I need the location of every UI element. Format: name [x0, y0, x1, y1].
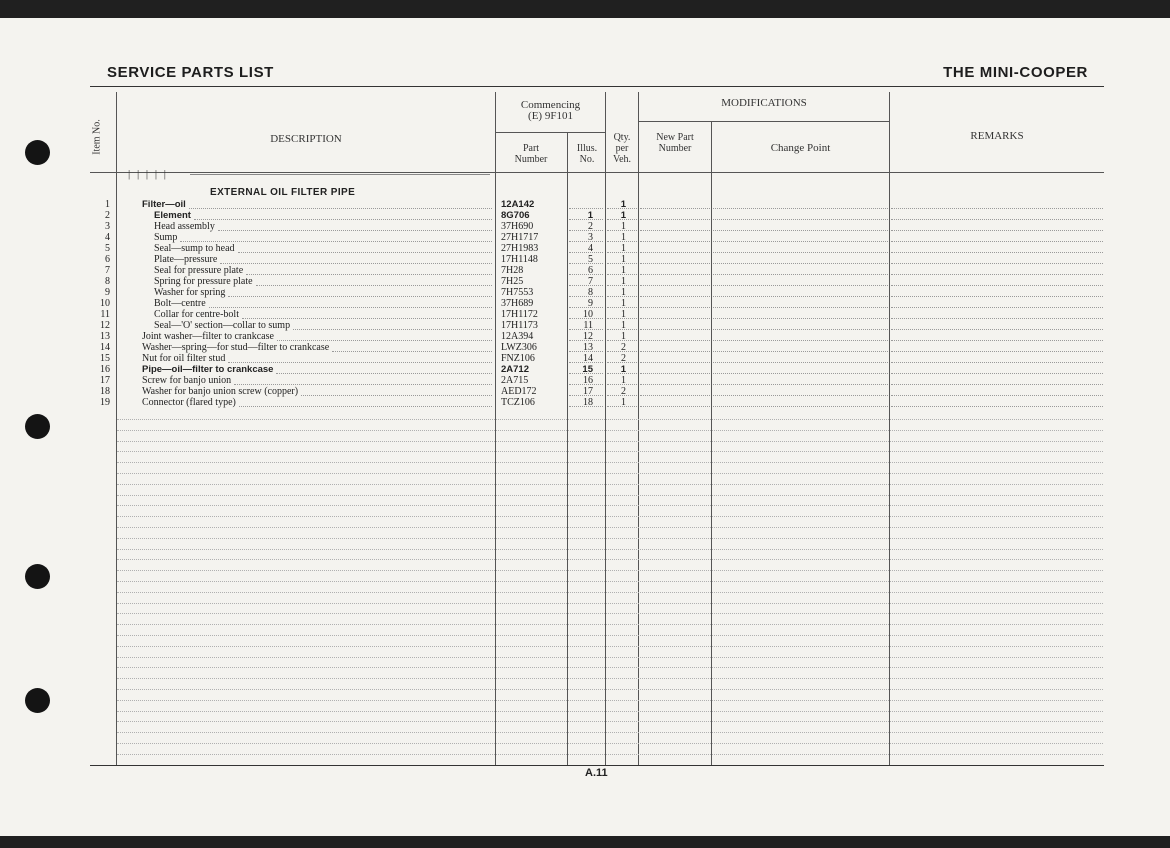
leader-dots	[239, 406, 492, 407]
leader-dots	[228, 362, 492, 363]
leader-dots	[569, 219, 603, 220]
ruled-line	[117, 559, 1103, 560]
modifications-header: MODIFICATIONS	[721, 97, 807, 109]
illus-number: 14	[583, 353, 593, 364]
illus-number: 6	[588, 265, 593, 276]
leader-dots	[607, 329, 637, 330]
illus-number: 1	[587, 210, 593, 221]
leader-dots	[607, 362, 637, 363]
leader-dots	[277, 340, 492, 341]
part-number: 17H1173	[501, 320, 538, 331]
leader-dots	[640, 362, 710, 363]
header-top-rule	[90, 86, 1104, 87]
illus-number: 7	[588, 276, 593, 287]
part-description: Filter—oil	[142, 199, 186, 210]
ruled-line	[117, 505, 1103, 506]
leader-dots	[301, 395, 492, 396]
part-description: Screw for banjo union	[142, 375, 232, 386]
header-bottom-rule	[90, 172, 1104, 173]
leader-dots	[713, 384, 888, 385]
leader-dots	[891, 340, 1103, 341]
leader-dots	[218, 230, 492, 231]
ruled-line	[117, 689, 1103, 690]
illus-number: 8	[588, 287, 593, 298]
leader-dots	[640, 219, 710, 220]
indent-level-marks: | | | | |	[128, 168, 169, 180]
item-number: 9	[105, 287, 110, 298]
leader-dots	[640, 307, 710, 308]
part-number: 17H1172	[501, 309, 538, 320]
leader-dots	[891, 373, 1103, 374]
leader-dots	[713, 307, 888, 308]
leader-dots	[713, 263, 888, 264]
part-number: 27H1717	[501, 232, 539, 243]
leader-dots	[713, 285, 888, 286]
leader-dots	[607, 285, 637, 286]
page-title: SERVICE PARTS LIST	[107, 64, 274, 81]
leader-dots	[891, 384, 1103, 385]
binder-hole	[25, 688, 50, 713]
leader-dots	[713, 230, 888, 231]
table-row	[0, 243, 1104, 254]
illus-number: 9	[588, 298, 593, 309]
table-row	[0, 309, 1104, 320]
leader-dots	[607, 230, 637, 231]
quantity: 1	[621, 232, 626, 243]
part-number: 37H690	[501, 221, 534, 232]
indent-guide-rule	[190, 174, 490, 175]
leader-dots	[238, 252, 492, 253]
leader-dots	[246, 274, 492, 275]
leader-dots	[640, 296, 710, 297]
quantity: 1	[621, 397, 626, 408]
leader-dots	[569, 351, 603, 352]
item-number: 11	[100, 309, 110, 320]
ruled-line	[117, 473, 1103, 474]
quantity: 1	[621, 320, 626, 331]
leader-dots	[713, 395, 888, 396]
leader-dots	[891, 296, 1103, 297]
part-description: Bolt—centre	[154, 298, 206, 309]
leader-dots	[607, 263, 637, 264]
leader-dots	[607, 252, 637, 253]
part-description: Spring for pressure plate	[154, 276, 253, 287]
leader-dots	[607, 274, 637, 275]
quantity: 1	[620, 364, 626, 375]
part-description: Element	[154, 210, 191, 221]
quantity: 2	[621, 353, 626, 364]
leader-dots	[607, 384, 637, 385]
leader-dots	[256, 285, 492, 286]
remarks-header: REMARKS	[970, 130, 1024, 142]
leader-dots	[569, 318, 603, 319]
leader-dots	[569, 208, 603, 209]
ruled-line	[117, 484, 1103, 485]
leader-dots	[569, 263, 603, 264]
leader-dots	[607, 406, 637, 407]
ruled-line	[117, 527, 1103, 528]
leader-dots	[607, 307, 637, 308]
illus-number: 11	[583, 320, 593, 331]
leader-dots	[607, 318, 637, 319]
leader-dots	[713, 274, 888, 275]
page-number: A.11	[585, 767, 608, 779]
leader-dots	[180, 241, 492, 242]
binder-hole	[25, 140, 50, 165]
leader-dots	[891, 230, 1103, 231]
part-number: 12A394	[501, 331, 534, 342]
description-header: DESCRIPTION	[270, 133, 342, 145]
item-number: 4	[105, 232, 110, 243]
ruled-line	[117, 419, 1103, 420]
table-row	[0, 320, 1104, 331]
quantity: 1	[621, 265, 626, 276]
ruled-line	[117, 613, 1103, 614]
illus-no-header: Illus. No.	[576, 143, 598, 165]
leader-dots	[640, 263, 710, 264]
leader-dots	[569, 252, 603, 253]
leader-dots	[891, 274, 1103, 275]
leader-dots	[569, 384, 603, 385]
illus-number: 13	[583, 342, 593, 353]
item-no-header: Item No.	[91, 119, 103, 155]
part-description: Washer—spring—for stud—filter to crankcase	[142, 342, 330, 353]
model-title: THE MINI-COOPER	[943, 64, 1088, 81]
column-divider	[495, 92, 496, 765]
quantity: 1	[621, 309, 626, 320]
part-number: 37H689	[501, 298, 534, 309]
illus-number: 3	[588, 232, 593, 243]
quantity: 1	[621, 221, 626, 232]
leader-dots	[891, 252, 1103, 253]
table-row	[0, 199, 1104, 210]
item-number: 5	[105, 243, 110, 254]
leader-dots	[640, 230, 710, 231]
leader-dots	[607, 241, 637, 242]
ruled-line	[117, 678, 1103, 679]
modifications-rule	[639, 121, 889, 122]
leader-dots	[209, 307, 492, 308]
leader-dots	[713, 318, 888, 319]
leader-dots	[607, 219, 637, 220]
ruled-line	[117, 711, 1103, 712]
ruled-line	[117, 667, 1103, 668]
column-divider	[889, 92, 890, 765]
part-number: 12A142	[501, 199, 535, 210]
part-description: Joint washer—filter to crankcase	[142, 331, 274, 342]
table-row	[0, 353, 1104, 364]
part-number: 2A712	[501, 364, 529, 375]
group-title: EXTERNAL OIL FILTER PIPE	[210, 187, 356, 198]
item-number: 16	[100, 364, 110, 375]
leader-dots	[228, 296, 492, 297]
leader-dots	[891, 406, 1103, 407]
leader-dots	[293, 329, 492, 330]
leader-dots	[276, 373, 492, 374]
leader-dots	[234, 384, 492, 385]
ruled-line	[117, 603, 1103, 604]
table-row	[0, 210, 1104, 221]
ruled-line	[117, 743, 1103, 744]
leader-dots	[569, 296, 603, 297]
leader-dots	[569, 307, 603, 308]
part-number: TCZ106	[501, 397, 535, 408]
leader-dots	[891, 219, 1103, 220]
binder-hole	[25, 414, 50, 439]
item-number: 10	[100, 298, 110, 309]
part-number: 7H25	[501, 276, 524, 287]
part-description: Sump	[154, 232, 178, 243]
item-number: 13	[100, 331, 110, 342]
leader-dots	[891, 263, 1103, 264]
illus-number: 15	[582, 364, 593, 375]
part-description: Washer for banjo union screw (copper)	[142, 386, 299, 397]
leader-dots	[640, 351, 710, 352]
part-number: 17H1148	[501, 254, 538, 265]
illus-number: 12	[583, 331, 593, 342]
table-row	[0, 232, 1104, 243]
leader-dots	[607, 395, 637, 396]
leader-dots	[891, 351, 1103, 352]
quantity: 1	[621, 243, 626, 254]
leader-dots	[891, 307, 1103, 308]
quantity: 1	[621, 287, 626, 298]
item-number: 12	[100, 320, 110, 331]
leader-dots	[640, 318, 710, 319]
part-description: Connector (flared type)	[142, 397, 236, 408]
table-row	[0, 254, 1104, 265]
ruled-line	[117, 495, 1103, 496]
part-description: Seal for pressure plate	[154, 265, 244, 276]
leader-dots	[640, 274, 710, 275]
part-number: 27H1983	[501, 243, 539, 254]
part-number: 2A715	[501, 375, 529, 386]
table-row	[0, 364, 1104, 375]
part-description: Head assembly	[154, 221, 215, 232]
leader-dots	[713, 406, 888, 407]
illus-number: 5	[588, 254, 593, 265]
leader-dots	[569, 329, 603, 330]
table-row	[0, 331, 1104, 342]
part-number: AED172	[501, 386, 537, 397]
binder-hole	[25, 564, 50, 589]
leader-dots	[607, 373, 637, 374]
quantity: 2	[621, 386, 626, 397]
table-row	[0, 221, 1104, 232]
leader-dots	[640, 329, 710, 330]
part-number: LWZ306	[501, 342, 537, 353]
item-number: 7	[105, 265, 110, 276]
illus-number: 4	[588, 243, 593, 254]
column-divider	[116, 92, 117, 765]
leader-dots	[607, 351, 637, 352]
leader-dots	[713, 329, 888, 330]
ruled-line	[117, 570, 1103, 571]
leader-dots	[569, 230, 603, 231]
ruled-line	[117, 732, 1103, 733]
leader-dots	[242, 318, 492, 319]
column-divider	[638, 92, 639, 765]
part-description: Pipe—oil—filter to crankcase	[142, 364, 274, 375]
table-row	[0, 298, 1104, 309]
part-description: Seal—'O' section—collar to sump	[154, 320, 291, 331]
column-divider	[605, 92, 606, 765]
item-number: 17	[100, 375, 110, 386]
commencing-header: Commencing	[520, 99, 581, 111]
leader-dots	[640, 340, 710, 341]
quantity: 1	[621, 254, 626, 265]
table-row	[0, 397, 1104, 408]
ruled-line	[117, 538, 1103, 539]
leader-dots	[640, 395, 710, 396]
illus-number: 10	[583, 309, 593, 320]
leader-dots	[569, 285, 603, 286]
quantity: 1	[620, 199, 626, 210]
item-number: 8	[105, 276, 110, 287]
commencing-rule	[496, 132, 606, 133]
leader-dots	[713, 296, 888, 297]
part-description: Washer for spring	[154, 287, 226, 298]
leader-dots	[607, 296, 637, 297]
illus-number: 18	[583, 397, 593, 408]
illus-number: 2	[588, 221, 593, 232]
quantity: 1	[621, 331, 626, 342]
leader-dots	[891, 329, 1103, 330]
leader-dots	[194, 219, 492, 220]
leader-dots	[713, 208, 888, 209]
item-number: 19	[100, 397, 110, 408]
ruled-line	[117, 451, 1103, 452]
leader-dots	[569, 241, 603, 242]
leader-dots	[640, 406, 710, 407]
part-number: FNZ106	[501, 353, 535, 364]
ruled-line	[117, 635, 1103, 636]
leader-dots	[891, 318, 1103, 319]
part-number-header: Part Number	[514, 143, 548, 165]
part-number: 8G706	[501, 210, 530, 221]
leader-dots	[569, 274, 603, 275]
ruled-line	[117, 721, 1103, 722]
table-row	[0, 375, 1104, 386]
table-row	[0, 287, 1104, 298]
part-description: Collar for centre-bolt	[154, 309, 239, 320]
leader-dots	[607, 208, 637, 209]
item-number: 6	[105, 254, 110, 265]
table-row	[0, 386, 1104, 397]
illus-number: 17	[583, 386, 593, 397]
leader-dots	[713, 362, 888, 363]
quantity: 1	[621, 276, 626, 287]
leader-dots	[891, 285, 1103, 286]
ruled-line	[117, 430, 1103, 431]
leader-dots	[332, 351, 492, 352]
item-number: 14	[100, 342, 110, 353]
item-number: 2	[105, 210, 110, 221]
ruled-line	[117, 516, 1103, 517]
ruled-line	[117, 549, 1103, 550]
part-description: Seal—sump to head	[154, 243, 235, 254]
leader-dots	[640, 252, 710, 253]
item-number: 1	[105, 199, 110, 210]
ruled-line	[117, 657, 1103, 658]
leader-dots	[713, 340, 888, 341]
leader-dots	[891, 241, 1103, 242]
table-row	[0, 265, 1104, 276]
ruled-line	[117, 700, 1103, 701]
ruled-line	[117, 581, 1103, 582]
leader-dots	[891, 208, 1103, 209]
leader-dots	[569, 362, 603, 363]
quantity: 1	[620, 210, 626, 221]
item-number: 15	[100, 353, 110, 364]
table-bottom-rule	[90, 765, 1104, 766]
ruled-line	[117, 462, 1103, 463]
item-number: 18	[100, 386, 110, 397]
leader-dots	[891, 362, 1103, 363]
part-number: 7H28	[501, 265, 524, 276]
leader-dots	[569, 406, 603, 407]
leader-dots	[640, 208, 710, 209]
leader-dots	[713, 241, 888, 242]
quantity: 1	[621, 375, 626, 386]
leader-dots	[640, 241, 710, 242]
leader-dots	[713, 351, 888, 352]
leader-dots	[569, 373, 603, 374]
part-description: Plate—pressure	[154, 254, 218, 265]
ruled-line	[117, 754, 1103, 755]
leader-dots	[713, 219, 888, 220]
leader-dots	[640, 384, 710, 385]
leader-dots	[640, 373, 710, 374]
ruled-line	[117, 441, 1103, 442]
ruled-line	[117, 646, 1103, 647]
illus-number: 16	[583, 375, 593, 386]
quantity: 1	[621, 298, 626, 309]
leader-dots	[713, 252, 888, 253]
qty-header: Qty. per Veh.	[612, 132, 632, 165]
new-part-number-header: New Part Number	[656, 132, 694, 154]
leader-dots	[713, 373, 888, 374]
commencing-code: (E) 9F101	[528, 110, 573, 122]
ruled-line	[117, 592, 1103, 593]
leader-dots	[189, 208, 492, 209]
leader-dots	[607, 340, 637, 341]
leader-dots	[569, 395, 603, 396]
part-description: Nut for oil filter stud	[142, 353, 226, 364]
change-point-header: Change Point	[770, 142, 831, 154]
ruled-line	[117, 624, 1103, 625]
part-number: 7H7553	[501, 287, 534, 298]
leader-dots	[640, 285, 710, 286]
quantity: 2	[621, 342, 626, 353]
leader-dots	[891, 395, 1103, 396]
item-number: 3	[105, 221, 110, 232]
table-row	[0, 342, 1104, 353]
leader-dots	[569, 340, 603, 341]
table-row	[0, 276, 1104, 287]
leader-dots	[220, 263, 492, 264]
